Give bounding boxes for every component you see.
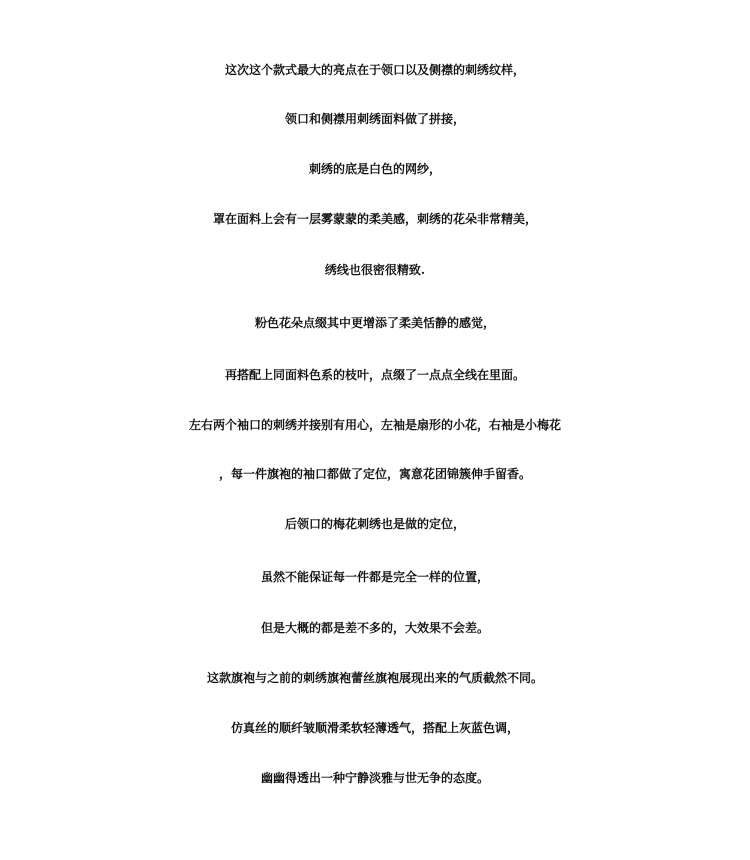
text-line-9: ，每一件旗袍的袖口都做了定位，寓意花团锦簇伸手留香。 <box>218 467 531 481</box>
text-line-15: 幽幽得透出一种宁静淡雅与世无争的态度。 <box>260 771 489 785</box>
text-line-6: 粉色花朵点缀其中更增添了柔美恬静的感觉， <box>254 316 495 330</box>
text-line-1: 这次这个款式最大的亮点在于领口以及侧襟的刺绣纹样， <box>224 63 525 77</box>
text-line-7: 再搭配上同面料色系的枝叶，点缀了一点点全线在里面。 <box>224 368 525 382</box>
text-line-10: 后领口的梅花刺绣也是做的定位， <box>284 517 465 531</box>
text-line-5: 绣线也很密很精致. <box>324 263 426 277</box>
text-line-11: 虽然不能保证每一件都是完全一样的位置， <box>260 570 489 584</box>
text-line-2: 领口和侧襟用刺绣面料做了拼接， <box>284 112 465 126</box>
text-line-13: 这款旗袍与之前的刺绣旗袍蕾丝旗袍展现出来的气质截然不同。 <box>206 671 543 685</box>
text-line-3: 刺绣的底是白色的网纱， <box>308 162 441 176</box>
text-line-14: 仿真丝的顺纤皱顺滑柔软轻薄透气，搭配上灰蓝色调， <box>230 721 519 735</box>
text-line-4: 罩在面料上会有一层雾蒙蒙的柔美感，刺绣的花朵非常精美， <box>212 212 537 226</box>
text-line-12: 但是大概的都是差不多的，大效果不会差。 <box>260 621 489 635</box>
text-line-8: 左右两个袖口的刺绣并接别有用心，左袖是扇形的小花，右袖是小梅花 <box>188 418 561 432</box>
